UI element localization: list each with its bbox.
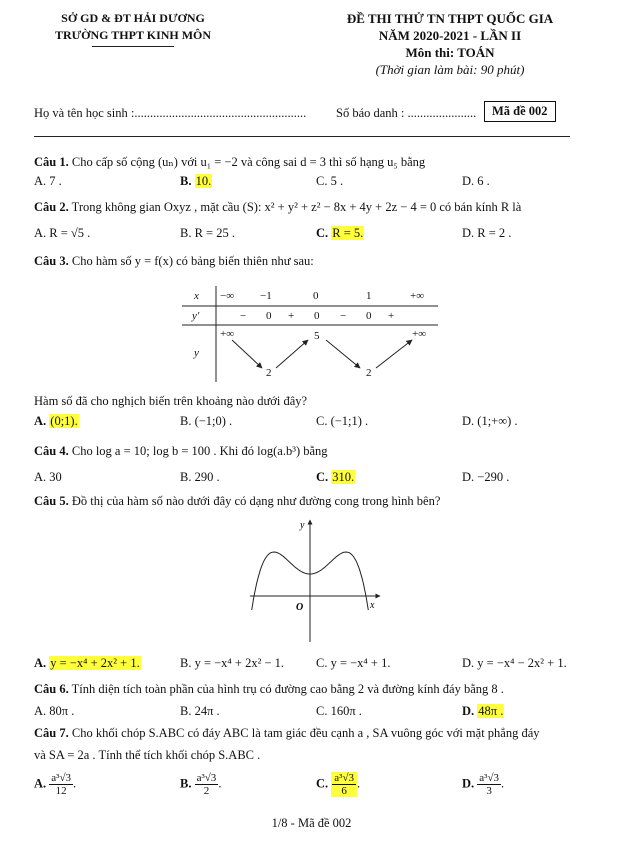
- q7-text: Câu 7. Cho khối chóp S.ABC có đáy ABC là tam giác đều cạnh a , SA vuông góc với mặt phẳng đáy: [34, 726, 540, 740]
- table-sign-1: 0: [266, 310, 272, 322]
- q2-text: Câu 2. Trong không gian Oxyz , mặt cầu (S): x² + y² + z² − 8x + 4y + 2z − 4 = 0 có bán kính R là: [34, 200, 522, 214]
- table-sign-6: +: [388, 310, 395, 322]
- table-x-4: +∞: [410, 290, 425, 302]
- q1-option-b[interactable]: B. 10.: [180, 174, 212, 188]
- graph-x-label: x: [370, 600, 375, 611]
- student-id-line: Số báo danh : ......................: [336, 106, 477, 120]
- q6-text: Câu 6. Tính diện tích toàn phần của hình trụ có đường cao bằng 2 và đường kính đáy bằng 8 .: [34, 682, 504, 696]
- divider: [34, 136, 570, 137]
- q5-text: Câu 5. Đồ thị của hàm số nào dưới đây có dạng như đường cong trong hình bên?: [34, 494, 441, 508]
- q5-option-a[interactable]: A. y = −x⁴ + 2x² + 1.: [34, 656, 140, 670]
- school-name: TRƯỜNG THPT KINH MÔN: [54, 28, 212, 42]
- q3-option-c[interactable]: C. (−1;1) .: [316, 414, 369, 428]
- q3-text: Câu 3. Cho hàm số y = f(x) có bảng biến thiên như sau:: [34, 254, 314, 268]
- student-name-line: Họ và tên học sinh :.......................................................: [34, 106, 307, 120]
- q1-option-c[interactable]: C. 5 .: [316, 174, 344, 188]
- q3-option-d[interactable]: D. (1;+∞) .: [462, 414, 518, 428]
- q2-option-b[interactable]: B. R = 25 .: [180, 226, 235, 240]
- table-y-2: 5: [314, 330, 320, 342]
- table-x-2: 0: [313, 290, 319, 302]
- table-y-0: +∞: [220, 328, 235, 340]
- q4-option-b[interactable]: B. 290 .: [180, 470, 220, 484]
- graph-y-label: y: [300, 520, 305, 531]
- variation-table: [180, 284, 440, 384]
- dept-name: SỞ GD & ĐT HẢI DƯƠNG: [61, 11, 205, 25]
- function-graph: [248, 514, 388, 646]
- q1-option-d[interactable]: D. 6 .: [462, 174, 490, 188]
- q5-option-c[interactable]: C. y = −x⁴ + 1.: [316, 656, 391, 670]
- q6-option-d[interactable]: D. 48π .: [462, 704, 504, 718]
- table-sign-2: +: [288, 310, 295, 322]
- header-left-underline: [92, 46, 174, 47]
- q2-option-c[interactable]: C. R = 5.: [316, 226, 364, 240]
- q6-option-b[interactable]: B. 24π .: [180, 704, 220, 718]
- table-y-1: 2: [266, 367, 272, 379]
- table-sign-5: 0: [366, 310, 372, 322]
- header-right: [300, 10, 600, 78]
- q1-text: Câu 1. Cho cấp số cộng (uₙ) với u₁ = −2 và công sai d = 3 thì số hạng u₅ bằng: [34, 155, 426, 169]
- table-x-3: 1: [366, 290, 372, 302]
- table-y-4: +∞: [412, 328, 427, 340]
- q2-option-d[interactable]: D. R = 2 .: [462, 226, 512, 240]
- exam-year: NĂM 2020-2021 - LẦN II: [378, 28, 522, 43]
- table-sign-0: −: [240, 310, 247, 322]
- q5-option-d[interactable]: D. y = −x⁴ − 2x² + 1.: [462, 656, 567, 670]
- exam-duration: (Thời gian làm bài: 90 phút): [375, 62, 525, 77]
- table-sign-3: 0: [314, 310, 320, 322]
- table-y-label: y: [194, 347, 199, 359]
- q7-option-d[interactable]: D. $\frac{\text{a³√3}}{3}$ .: [462, 772, 505, 797]
- exam-code-box: Mã đề 002: [484, 101, 556, 122]
- q4-option-d[interactable]: D. −290 .: [462, 470, 510, 484]
- q2-option-a[interactable]: A. R = √5 .: [34, 226, 91, 240]
- table-x-1: −1: [260, 290, 272, 302]
- graph-origin-label: O: [296, 602, 304, 613]
- q7-option-b[interactable]: B. $\frac{\text{a³√3}}{2}$ .: [180, 772, 222, 797]
- table-sign-4: −: [340, 310, 347, 322]
- q5-option-b[interactable]: B. y = −x⁴ + 2x² − 1.: [180, 656, 285, 670]
- q4-option-c[interactable]: C. 310.: [316, 470, 355, 484]
- page-footer: 1/8 - Mã đề 002: [271, 816, 352, 830]
- q7-text2: và SA = 2a . Tính thể tích khối chóp S.ABC .: [34, 748, 261, 762]
- q6-option-a[interactable]: A. 80π .: [34, 704, 75, 718]
- q1-option-a[interactable]: A. 7 .: [34, 174, 62, 188]
- exam-title: ĐỀ THI THỬ TN THPT QUỐC GIA: [346, 11, 554, 26]
- table-x-0: −∞: [220, 290, 235, 302]
- header-left: [28, 10, 238, 44]
- q4-option-a[interactable]: A. 30: [34, 470, 62, 484]
- q3-option-a[interactable]: A. (0;1).: [34, 414, 78, 428]
- q6-option-c[interactable]: C. 160π .: [316, 704, 362, 718]
- q7-option-a[interactable]: A. $\frac{\text{a³√3}}{12}$ .: [34, 772, 77, 797]
- table-x-label: x: [194, 290, 199, 302]
- q3-followup: Hàm số đã cho nghịch biến trên khoảng nào dưới đây?: [34, 394, 308, 408]
- table-y-3: 2: [366, 367, 372, 379]
- table-yp-label: y′: [192, 310, 200, 322]
- q3-option-b[interactable]: B. (−1;0) .: [180, 414, 233, 428]
- exam-subject: Môn thi: TOÁN: [405, 45, 495, 60]
- q4-text: Câu 4. Cho log a = 10; log b = 100 . Khi đó log(a.b³) bằng: [34, 444, 328, 458]
- q7-option-c[interactable]: C. $\frac{\text{a³√3}}{6}$ .: [316, 772, 361, 797]
